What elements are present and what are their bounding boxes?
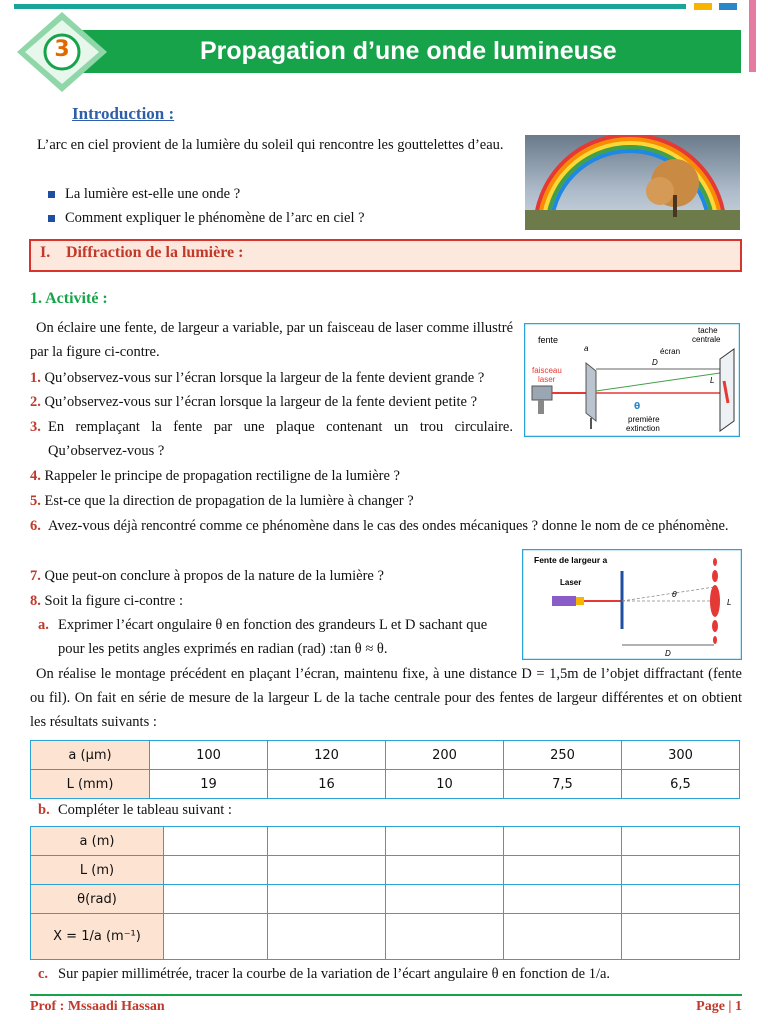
item-text: Avez-vous déjà rencontré comme ce phénomène dans le cas des ondes mécaniques ? donne le nom de ce phénomène. bbox=[48, 518, 729, 534]
intro-question-1 bbox=[48, 182, 240, 206]
fig1-label-theta: θ bbox=[634, 402, 641, 412]
fig1-label-premiere: première bbox=[628, 415, 660, 424]
page-title: Propagation d’une onde lumineuse bbox=[200, 37, 617, 65]
fig2-label-laser: Laser bbox=[560, 578, 582, 587]
activity-heading: 1. Activité : bbox=[30, 290, 108, 307]
fig1-label-D: D bbox=[652, 358, 658, 367]
item-number: 2. bbox=[30, 394, 41, 410]
item-4 bbox=[30, 464, 513, 488]
input-cell[interactable] bbox=[385, 913, 504, 960]
table-cell: 100 bbox=[149, 740, 268, 770]
laser-body bbox=[532, 386, 552, 400]
fringe-top-1 bbox=[712, 570, 718, 582]
item-number: 6. bbox=[30, 518, 41, 534]
input-cell[interactable] bbox=[503, 913, 622, 960]
fig1-label-L: L bbox=[710, 376, 715, 385]
fringe-top-2 bbox=[713, 558, 717, 566]
fringe-bottom-2 bbox=[713, 636, 717, 644]
sub-c bbox=[38, 962, 742, 986]
bullet-icon bbox=[48, 215, 55, 222]
item-5 bbox=[30, 489, 513, 513]
sub-label: c. bbox=[38, 966, 49, 982]
item-3 bbox=[30, 415, 513, 463]
table-cell: 10 bbox=[385, 769, 504, 799]
bullet-icon bbox=[48, 191, 55, 198]
table-header-cell: θ(rad) bbox=[30, 884, 164, 914]
sub-text: Compléter le tableau suivant : bbox=[58, 802, 232, 818]
table-cell: 7,5 bbox=[503, 769, 622, 799]
fig1-label-centrale: centrale bbox=[692, 335, 721, 344]
laser-tip bbox=[576, 597, 584, 605]
item-text: Soit la figure ci-contre : bbox=[44, 593, 184, 609]
item-text: Que peut-on conclure à propos de la nature de la lumière ? bbox=[44, 568, 384, 584]
item-text: Qu’observez-vous sur l’écran lorsque la largeur de la fente devient grande ? bbox=[44, 370, 485, 386]
footer-page: Page | 1 bbox=[696, 999, 742, 1014]
item-6 bbox=[30, 514, 742, 538]
input-cell[interactable] bbox=[267, 913, 386, 960]
fig1-label-faisceau: faisceau bbox=[532, 366, 562, 375]
input-cell[interactable] bbox=[503, 826, 622, 856]
item-number: 7. bbox=[30, 568, 41, 584]
section-title: Diffraction de la lumière : bbox=[66, 244, 244, 261]
intro-heading: Introduction : bbox=[72, 104, 175, 123]
table-cell: 200 bbox=[385, 740, 504, 770]
item-text: En remplaçant la fente par une plaque contenant un trou circulaire. Qu’observez-vous ? bbox=[48, 419, 513, 459]
slit-width-figure bbox=[522, 549, 742, 660]
input-cell[interactable] bbox=[621, 913, 740, 960]
table-cell: 120 bbox=[267, 740, 386, 770]
table-header-cell: X = 1/a (m⁻¹) bbox=[30, 913, 164, 960]
item-text: Est-ce que la direction de propagation de la lumière à changer ? bbox=[44, 493, 414, 509]
side-pink-bar bbox=[749, 0, 756, 72]
table-cell: 16 bbox=[267, 769, 386, 799]
central-fringe bbox=[710, 585, 720, 617]
fig2-label-theta: θ bbox=[672, 590, 677, 599]
item-number: 3. bbox=[30, 419, 41, 435]
input-cell[interactable] bbox=[385, 884, 504, 914]
table-header-cell: L (mm) bbox=[30, 769, 150, 799]
input-cell[interactable] bbox=[385, 855, 504, 885]
rainbow-photo bbox=[525, 135, 740, 230]
slit-plate bbox=[586, 363, 596, 421]
input-cell[interactable] bbox=[503, 884, 622, 914]
top-blue-mark bbox=[719, 3, 737, 10]
intro-question-2 bbox=[48, 206, 365, 230]
input-cell[interactable] bbox=[267, 826, 386, 856]
fig1-label-a: a bbox=[584, 344, 589, 353]
fig2-label-L: L bbox=[727, 598, 732, 607]
diffraction-setup-figure bbox=[524, 323, 740, 437]
table-cell: 300 bbox=[621, 740, 740, 770]
input-cell[interactable] bbox=[267, 855, 386, 885]
input-cell[interactable] bbox=[503, 855, 622, 885]
input-cell[interactable] bbox=[267, 884, 386, 914]
sub-text: Exprimer l’écart ongulaire θ en fonction des grandeurs L et D sachant que pour les petits angles exprimés en radian (rad) :tan θ ≈ θ. bbox=[58, 617, 488, 657]
fig1-label-ecran: écran bbox=[660, 347, 681, 356]
section-numeral: I. bbox=[40, 244, 51, 261]
sub-b bbox=[38, 798, 232, 822]
input-cell[interactable] bbox=[163, 913, 268, 960]
table-header-cell: a (μm) bbox=[30, 740, 150, 770]
footer-rule bbox=[30, 994, 742, 996]
top-rule bbox=[14, 4, 686, 9]
fig2-title: Fente de largeur a bbox=[534, 555, 608, 565]
laser-source bbox=[552, 596, 576, 606]
input-cell[interactable] bbox=[385, 826, 504, 856]
sub-label: a. bbox=[38, 617, 49, 633]
table-header-cell: L (m) bbox=[30, 855, 164, 885]
measurement-paragraph: On réalise le montage précédent en plaçant l’écran, maintenu fixe, à une distance D = 1,5m de l’objet diffractant (fente ou fil). On fait en série de mesure de la largeur L de la tache centrale pour des fentes de largeur différentes et on obtient les résultats suivants : bbox=[30, 666, 742, 730]
item-number: 4. bbox=[30, 468, 41, 484]
fringe-bottom-1 bbox=[712, 620, 718, 632]
table-cell: 19 bbox=[149, 769, 268, 799]
chapter-number: 3 bbox=[54, 37, 70, 62]
table-cell: 6,5 bbox=[621, 769, 740, 799]
fig1-label-extinction: extinction bbox=[626, 424, 660, 433]
table-cell: 250 bbox=[503, 740, 622, 770]
input-cell[interactable] bbox=[163, 884, 268, 914]
input-cell[interactable] bbox=[163, 826, 268, 856]
item-7 bbox=[30, 564, 513, 588]
item-number: 1. bbox=[30, 370, 41, 386]
table-header-cell: a (m) bbox=[30, 826, 164, 856]
sub-text: Sur papier millimétrée, tracer la courbe de la variation de l’écart angulaire θ en fonction de 1/a. bbox=[58, 966, 611, 982]
question-text: Comment expliquer le phénomène de l’arc en ciel ? bbox=[65, 210, 365, 226]
fig1-label-laser: laser bbox=[538, 375, 556, 384]
item-number: 5. bbox=[30, 493, 41, 509]
input-cell[interactable] bbox=[621, 826, 740, 856]
item-number: 8. bbox=[30, 593, 41, 609]
sub-a bbox=[38, 613, 514, 661]
fig1-label-fente: fente bbox=[538, 335, 559, 345]
activity-intro: On éclaire une fente, de largeur a variable, par un faisceau de laser comme illustré par la figure ci-contre. bbox=[30, 320, 513, 360]
input-cell[interactable] bbox=[621, 855, 740, 885]
item-2 bbox=[30, 390, 513, 414]
footer-author: Prof : Mssaadi Hassan bbox=[30, 999, 165, 1014]
fig2-label-D: D bbox=[665, 649, 671, 658]
item-text: Rappeler le principe de propagation rectiligne de la lumière ? bbox=[44, 468, 400, 484]
input-cell[interactable] bbox=[621, 884, 740, 914]
intro-text: L’arc en ciel provient de la lumière du soleil qui rencontre les gouttelettes d’eau. bbox=[37, 137, 504, 153]
top-yellow-mark bbox=[694, 3, 712, 10]
item-1 bbox=[30, 366, 513, 390]
input-cell[interactable] bbox=[163, 855, 268, 885]
fig1-label-tache: tache bbox=[698, 326, 718, 335]
question-text: La lumière est-elle une onde ? bbox=[65, 186, 241, 202]
item-text: Qu’observez-vous sur l’écran lorsque la largeur de la fente devient petite ? bbox=[44, 394, 478, 410]
item-8 bbox=[30, 589, 513, 613]
laser-stand bbox=[538, 400, 544, 414]
sub-label: b. bbox=[38, 802, 50, 818]
